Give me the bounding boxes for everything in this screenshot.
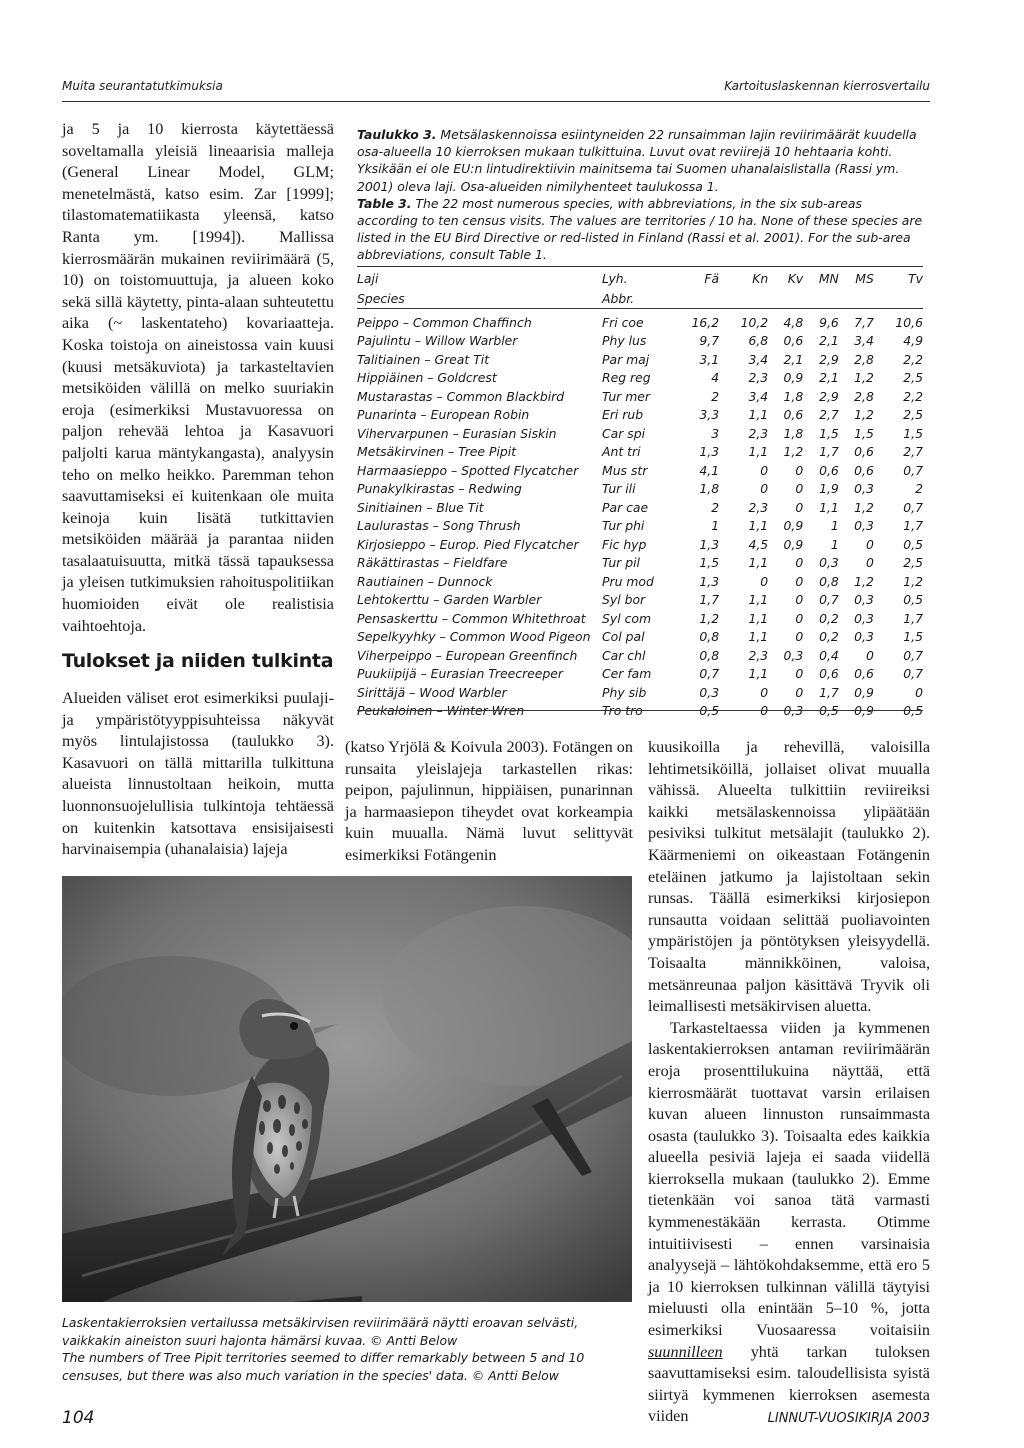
abbr-cell: Fri coe: [602, 314, 644, 330]
value-cell: 0,6: [819, 666, 839, 682]
page-number: 104: [62, 1408, 95, 1428]
value-cell: 0: [915, 684, 923, 700]
value-cell: 2,9: [819, 351, 839, 367]
value-cell: 10,2: [740, 314, 769, 330]
value-cell: 4: [711, 370, 720, 386]
value-cell: 0,5: [903, 536, 923, 552]
table-caption-fi-label: Taulukko 3.: [357, 127, 437, 142]
table-row: [357, 424, 923, 443]
table-row: [357, 406, 923, 425]
header-tv: Tv: [908, 270, 923, 286]
table-row: [357, 332, 923, 351]
value-cell: 3,3: [699, 407, 720, 423]
value-cell: 1,7: [903, 610, 923, 626]
species-name-cell: Vihervarpunen – Eurasian Siskin: [357, 425, 557, 441]
abbr-cell: Mus str: [602, 462, 648, 478]
value-cell: 1,2: [854, 499, 874, 515]
value-cell: 1,2: [854, 573, 874, 589]
species-name-cell: Rautiainen – Dunnock: [357, 573, 493, 589]
value-cell: 1,3: [699, 536, 720, 552]
value-cell: 2,2: [903, 388, 923, 404]
value-cell: 1,1: [748, 592, 769, 608]
value-cell: 0,6: [854, 444, 874, 460]
value-cell: 0: [795, 462, 804, 478]
value-cell: 0,6: [819, 462, 839, 478]
abbr-cell: Tro tro: [602, 703, 643, 719]
table-caption-en: [357, 195, 923, 264]
species-name-cell: Pajulintu – Willow Warbler: [357, 333, 518, 349]
body-paragraph-1: ja 5 ja 10 kierrosta käytettäessä soveltamalla yleisiä lineaarisia malleja (General Linear Model, GLM; menetelmästä, katso esim. Zar [1999]; tilastomatematiikasta yleensä, katso Ranta ym. [1994]). Mallissa kierrosmäärän mukainen reviirimäärä (5, 10) on toistomuuttuja, ja alueen koko sekä sillä käytetty, pinta-alaan suhteutettu aika (~ laskentateho) kovariaatteja. Koska toistoja on aineistossa vain kuusi (kuusi metsäkuviota) ja tarkasteltavien metsiköiden välillä on melko suuriakin eroja (esimerkiksi Mustavuoressa on paljon rehevää lehtoa ja Kasavuori paljolti karua mäntykangasta), analyysin teho on melko heikko. Paremman tehon saavuttamiseksi ei kuitenkaan ole muita keinoja kuin lisätä tutkittavien metsiköiden määrää ja parantaa niiden tasalaatuisuutta, mitkä tässä tapauksessa ja yleisen tutkimuksien rahoituspolitiikan huomioiden eivät ole realistisia vaihtoehtoja.: [62, 120, 334, 635]
abbr-cell: Tur pil: [602, 555, 640, 571]
value-cell: 1,1: [819, 499, 839, 515]
value-cell: 0: [795, 666, 804, 682]
species-table: [357, 268, 923, 720]
abbr-cell: Car chl: [602, 647, 646, 663]
species-name-cell: Sepelkyyhky – Common Wood Pigeon: [357, 629, 591, 645]
table-row: [357, 665, 923, 684]
header-abbr-en: Abbr.: [602, 290, 635, 306]
table-caption-en-label: Table 3.: [357, 195, 412, 211]
table-caption: [357, 126, 923, 264]
value-cell: 1: [830, 518, 839, 534]
table-row: [357, 609, 923, 628]
header-ms: MS: [855, 270, 874, 286]
value-cell: 3,4: [854, 333, 874, 349]
value-cell: 0,7: [903, 666, 923, 682]
species-name-cell: Laulurastas – Song Thrush: [357, 518, 521, 534]
value-cell: 0: [795, 629, 804, 645]
value-cell: 10,6: [895, 314, 923, 330]
value-cell: 0,9: [783, 370, 804, 386]
value-cell: 1,7: [819, 684, 839, 700]
value-cell: 0: [795, 481, 804, 497]
abbr-cell: Par maj: [602, 351, 650, 367]
abbr-cell: Tur ili: [602, 481, 636, 497]
value-cell: 0: [760, 703, 769, 719]
value-cell: 0: [795, 499, 804, 515]
value-cell: 0: [795, 684, 804, 700]
value-cell: 0: [760, 573, 769, 589]
abbr-cell: Eri rub: [602, 407, 644, 423]
emphasis-word: suunnilleen: [648, 1342, 723, 1361]
table-row: [357, 387, 923, 406]
table-row: [357, 480, 923, 499]
value-cell: 0,3: [854, 481, 874, 497]
abbr-cell: Col pal: [602, 629, 645, 645]
bird-photo: [62, 876, 632, 1302]
species-name-cell: Peippo – Common Chaffinch: [357, 314, 532, 330]
value-cell: 0,9: [854, 684, 874, 700]
value-cell: 0,5: [699, 703, 720, 719]
value-cell: 2,8: [854, 388, 874, 404]
value-cell: 3,1: [699, 351, 720, 367]
value-cell: 2: [711, 499, 720, 515]
value-cell: 2,7: [819, 407, 839, 423]
table-bottom-rule: [357, 710, 923, 711]
value-cell: 0,6: [854, 666, 874, 682]
running-header-right: Kartoituslaskennan kierrosvertailu: [724, 79, 930, 93]
value-cell: 0: [795, 610, 804, 626]
value-cell: 1,1: [748, 555, 769, 571]
species-name-cell: Sinitiainen – Blue Tit: [357, 499, 484, 515]
value-cell: 0,3: [783, 647, 804, 663]
value-cell: 0,8: [819, 573, 839, 589]
value-cell: 2,3: [748, 647, 769, 663]
value-cell: 0,4: [819, 647, 839, 663]
value-cell: 9,6: [819, 314, 839, 330]
value-cell: 2: [915, 481, 923, 497]
value-cell: 1,5: [903, 425, 923, 441]
value-cell: 1,8: [783, 388, 804, 404]
table-row: [357, 369, 923, 388]
section-heading: Tulokset ja niiden tulkinta: [62, 650, 334, 672]
value-cell: 1,1: [748, 610, 769, 626]
table-row: [357, 461, 923, 480]
value-cell: 2: [711, 388, 720, 404]
value-cell: 2,1: [783, 351, 804, 367]
header-abbr-fi: Lyh.: [602, 270, 628, 286]
abbr-cell: Tur phi: [602, 518, 645, 534]
value-cell: 1,5: [699, 555, 720, 571]
table-row: [357, 313, 923, 332]
value-cell: 0,7: [903, 499, 923, 515]
value-cell: 4,5: [748, 536, 769, 552]
value-cell: 6,8: [748, 333, 769, 349]
value-cell: 0,8: [699, 629, 720, 645]
table-row: [357, 628, 923, 647]
value-cell: 1,2: [699, 610, 720, 626]
value-cell: 1,1: [748, 444, 769, 460]
value-cell: 3: [711, 425, 720, 441]
value-cell: 0: [795, 555, 804, 571]
value-cell: 2,9: [819, 388, 839, 404]
header-species-en: Species: [357, 290, 405, 306]
tree-pipit-photo-illustration: [62, 876, 632, 1302]
body-column-2: (katso Yrjölä & Koivula 2003). Fotängen on runsaita yleislajeja tarkastellen rikas: peipon, pajulinnun, hippiäisen, punarinnan ja harmaasiepon tiheydet ovat korkeampia kuin muualla. Nämä luvut selittyvät esimerkiksi Fotängenin: [345, 738, 633, 864]
value-cell: 1,8: [783, 425, 804, 441]
value-cell: 1,1: [748, 518, 769, 534]
table-row: [357, 535, 923, 554]
value-cell: 0: [760, 684, 769, 700]
value-cell: 0,5: [903, 703, 923, 719]
abbr-cell: Car spi: [602, 425, 646, 441]
value-cell: 4,9: [903, 333, 923, 349]
species-name-cell: Räkättirastas – Fieldfare: [357, 555, 508, 571]
value-cell: 1,5: [819, 425, 839, 441]
value-cell: 2,1: [819, 333, 839, 349]
value-cell: 0,5: [819, 703, 839, 719]
table-body: [357, 309, 923, 721]
photo-caption-en: The numbers of Tree Pipit territories seemed to differ remarkably between 5 and 10 censuses, but there was also much variation in the species' data. © Antti Below: [62, 1350, 585, 1383]
value-cell: 1,3: [699, 444, 720, 460]
value-cell: 0,5: [903, 592, 923, 608]
value-cell: 1,5: [903, 629, 923, 645]
table-row: [357, 646, 923, 665]
value-cell: 0: [795, 592, 804, 608]
value-cell: 0,3: [854, 518, 874, 534]
value-cell: 1,2: [903, 573, 923, 589]
value-cell: 1,2: [854, 370, 874, 386]
value-cell: 1: [830, 536, 839, 552]
abbr-cell: Phy sib: [602, 684, 647, 700]
value-cell: 0,3: [854, 629, 874, 645]
value-cell: 0,6: [783, 333, 804, 349]
value-cell: 0,6: [854, 462, 874, 478]
photo-caption-fi: Laskentakierroksien vertailussa metsäkirvisen reviirimäärä näytti eroavan selvästi, vaikkakin aineiston suuri hajonta hämärsi kuvaa. © Antti Below: [62, 1315, 579, 1348]
table-caption-en-text: The 22 most numerous species, with abbreviations, in the six sub-areas according to ten census visits. The values are territories / 10 ha. None of these species are listed in the EU Bird Directive or red-listed in Finland (Rassi et al. 2001). For the sub-area abbreviations, consult Table 1.: [357, 195, 923, 263]
abbr-cell: Syl bor: [602, 592, 646, 608]
value-cell: 1,7: [903, 518, 923, 534]
species-name-cell: Harmaasieppo – Spotted Flycatcher: [357, 462, 579, 478]
value-cell: 2,7: [903, 444, 923, 460]
table-row: [357, 572, 923, 591]
value-cell: 0,8: [699, 647, 720, 663]
species-name-cell: Talitiainen – Great Tit: [357, 351, 490, 367]
value-cell: 1,2: [854, 407, 874, 423]
value-cell: 2,3: [748, 370, 769, 386]
body-paragraph-4-a: Tarkasteltaessa viiden ja kymmenen laskentakierroksen antaman reviirimäärän eroja prosenttilukuina näyttää, että kierrosmäärät tuottavat varsin erilaisen kuvan alueen linnuston runsaimmasta osasta (taulukko 3). Toisaalta edes kaikkia alueella pesiviä lajeja ei saada viidellä kierroksella mukaan (taulukko 2). Emme tietenkään voi sanoa tätä varmasti kymmenestäkään kerrasta. Otimme intuitiivisesti – ennen varsinaisia analyysejä – lähtökohdaksemme, että ero 5 ja 10 kierroksen tulkinnan välillä täytyisi mieluusti olla enintään 5–10 %, jotta esimerkiksi Vuosaaressa voitaisiin: [648, 1018, 930, 1340]
value-cell: 1,7: [699, 592, 720, 608]
table-top-rule: [357, 266, 923, 267]
header-kn: Kn: [752, 270, 769, 286]
species-name-cell: Lehtokerttu – Garden Warbler: [357, 592, 542, 608]
species-name-cell: Hippiäinen – Goldcrest: [357, 370, 497, 386]
body-column-3: [648, 737, 930, 1428]
abbr-cell: Tur mer: [602, 388, 650, 404]
table-header-row: [357, 268, 923, 288]
value-cell: 2,3: [748, 499, 769, 515]
table-row: [357, 350, 923, 369]
value-cell: 0,2: [819, 610, 839, 626]
value-cell: 2,2: [903, 351, 923, 367]
table-row: [357, 683, 923, 702]
value-cell: 2,5: [903, 555, 923, 571]
value-cell: 0: [795, 573, 804, 589]
value-cell: 0,9: [783, 518, 804, 534]
header-rule: [62, 101, 930, 102]
value-cell: 0,3: [783, 703, 804, 719]
value-cell: 1: [711, 518, 720, 534]
value-cell: 0,9: [854, 703, 874, 719]
species-name-cell: Peukaloinen – Winter Wren: [357, 703, 525, 719]
abbr-cell: Ant tri: [602, 444, 641, 460]
table-caption-fi: [357, 126, 923, 195]
table-caption-fi-text: Metsälaskennoissa esiintyneiden 22 runsaimman lajin reviirimäärät kuudella osa-alueella 10 kierroksen mukaan tulkittuina. Luvut ovat reviirejä 10 hehtaaria kohti. Yksikään ei ole EU:n lintudirektiivin mainitsema tai Suomen uhanalaislistalla (Rassi ym. 2001) oleva laji. Osa-alueiden nimilyhenteet taulukossa 1.: [357, 127, 917, 194]
value-cell: 2,8: [854, 351, 874, 367]
value-cell: 1,1: [748, 666, 769, 682]
abbr-cell: Par cae: [602, 499, 649, 515]
species-name-cell: Punarinta – European Robin: [357, 407, 530, 423]
value-cell: 0: [760, 481, 769, 497]
value-cell: 1,3: [699, 573, 720, 589]
body-paragraph-4: [648, 1018, 930, 1428]
header-fa: Fä: [704, 270, 720, 286]
journal-name: LINNUT-VUOSIKIRJA 2003: [767, 1411, 930, 1426]
table-row: [357, 517, 923, 536]
value-cell: 0: [760, 462, 769, 478]
body-column-1: [62, 119, 334, 651]
value-cell: 0,6: [783, 407, 804, 423]
value-cell: 0,9: [783, 536, 804, 552]
photo-caption: [62, 1314, 634, 1384]
value-cell: 2,5: [903, 407, 923, 423]
value-cell: 2,1: [819, 370, 839, 386]
abbr-cell: Reg reg: [602, 370, 651, 386]
value-cell: 2,3: [748, 425, 769, 441]
table-header-row-2: [357, 288, 923, 309]
value-cell: 1,1: [748, 407, 769, 423]
body-column-1-lower: [62, 688, 334, 861]
value-cell: 0,7: [699, 666, 720, 682]
species-name-cell: Metsäkirvinen – Tree Pipit: [357, 444, 517, 460]
value-cell: 0,7: [903, 647, 923, 663]
value-cell: 0: [865, 536, 874, 552]
value-cell: 0,2: [819, 629, 839, 645]
table-row: [357, 498, 923, 517]
value-cell: 1,1: [748, 629, 769, 645]
value-cell: 3,4: [748, 388, 769, 404]
abbr-cell: Phy lus: [602, 333, 647, 349]
value-cell: 16,2: [691, 314, 720, 330]
value-cell: 1,5: [854, 425, 874, 441]
abbr-cell: Pru mod: [602, 573, 654, 589]
header-kv: Kv: [787, 270, 804, 286]
value-cell: 0: [865, 555, 874, 571]
table-row: [357, 554, 923, 573]
species-name-cell: Punakylkirastas – Redwing: [357, 481, 522, 497]
value-cell: 7,7: [854, 314, 874, 330]
value-cell: 1,8: [699, 481, 720, 497]
value-cell: 0,3: [854, 610, 874, 626]
abbr-cell: Syl com: [602, 610, 652, 626]
value-cell: 4,8: [783, 314, 804, 330]
value-cell: 0,3: [819, 555, 839, 571]
value-cell: 1,2: [783, 444, 804, 460]
table-row: [357, 591, 923, 610]
species-name-cell: Kirjosieppo – Europ. Pied Flycatcher: [357, 536, 579, 552]
value-cell: 4,1: [699, 462, 720, 478]
abbr-cell: Cer fam: [602, 666, 652, 682]
species-name-cell: Sirittäjä – Wood Warbler: [357, 684, 507, 700]
value-cell: 0,3: [699, 684, 720, 700]
value-cell: 9,7: [699, 333, 720, 349]
species-name-cell: Pensaskerttu – Common Whitethroat: [357, 610, 586, 626]
header-species-fi: Laji: [357, 270, 379, 286]
value-cell: 3,4: [748, 351, 769, 367]
running-header-left: Muita seurantatutkimuksia: [62, 79, 223, 93]
header-mn: MN: [818, 270, 839, 286]
species-name-cell: Viherpeippo – European Greenfinch: [357, 647, 578, 663]
value-cell: 0,7: [819, 592, 839, 608]
species-name-cell: Mustarastas – Common Blackbird: [357, 388, 565, 404]
abbr-cell: Fic hyp: [602, 536, 647, 552]
species-name-cell: Puukiipijä – Eurasian Treecreeper: [357, 666, 563, 682]
body-paragraph-2: Alueiden väliset erot esimerkiksi puulaji- ja ympäristötyyppisuhteissa näkyvät myös lintulajistossa (taulukko 3). Kasavuori on tällä mittarilla tulkittuna alueista linnustoltaan heikoin, mutta luonnonsuojelullisia tulkintoja tehtäessä on kuitenkin katsottava ensisijaisesti harvinaisempia (uhanalaisia) lajeja: [62, 689, 334, 859]
value-cell: 0,7: [903, 462, 923, 478]
value-cell: 0,3: [854, 592, 874, 608]
value-cell: 1,7: [819, 444, 839, 460]
value-cell: 1,9: [819, 481, 839, 497]
body-paragraph-4-b: yhtä tarkan tuloksen saavuttamiseksi esim. taloudellisista syistä siirtyä kymmenen kierroksen asemesta viiden: [648, 1342, 930, 1426]
table-row: [357, 443, 923, 462]
value-cell: 2,5: [903, 370, 923, 386]
value-cell: 0: [865, 647, 874, 663]
body-paragraph-3: kuusikoilla ja rehevillä, valoisilla lehtimetsiköillä, jollaiset olivat muualla vähissä. Alueelta tulkittiin reviireiksi kaikki metsälaskennoissa ylipäätään pesiviksi tulkitut metsälajit (taulukko 2). Käärmeniemi on oikeastaan Fotängenin eteläinen jatkumo ja lajistoltaan sekin runsas. Täällä esimerkiksi kirjosiepon runsautta voidaan selittää puoliavointen ympäristöjen ja pöntötyksen yleisyydellä. Toisaalta männikköinen, valoisa, metsänreunaa paljon käsittävä Tryvik oli leimallisesti metsäkirvisen aluetta.: [648, 738, 930, 1016]
